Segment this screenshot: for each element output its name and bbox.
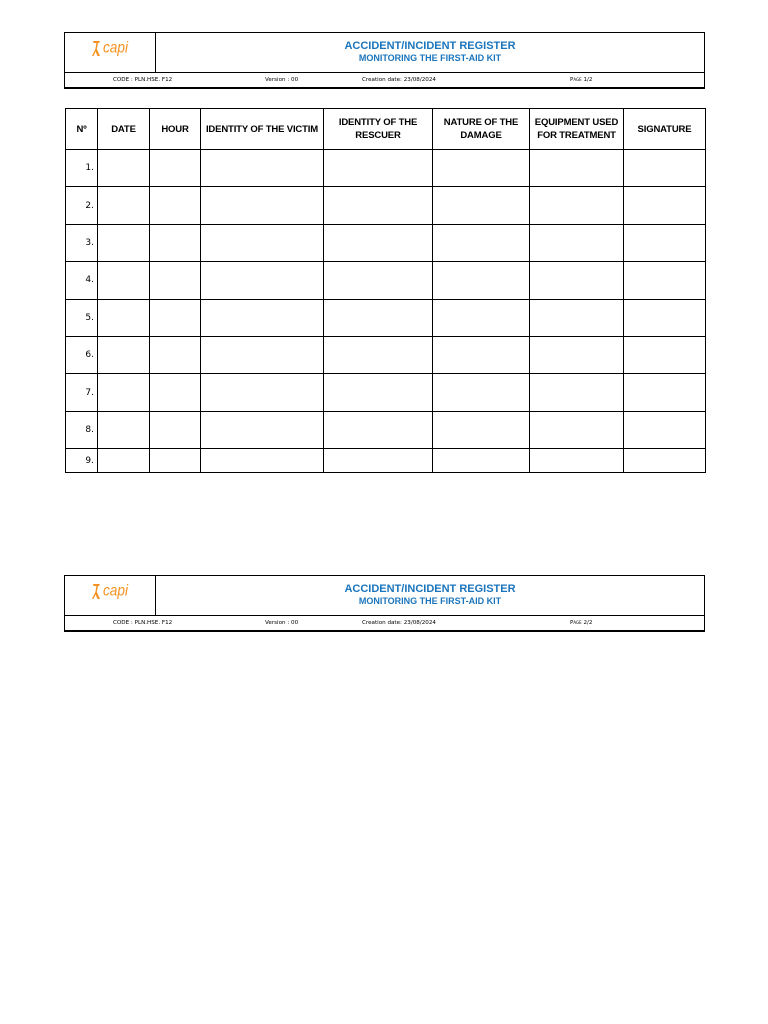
table-row <box>66 150 706 187</box>
hour-cell <box>150 411 201 448</box>
rescuer-cell <box>324 262 433 299</box>
capi-logo-mark-icon <box>92 41 100 56</box>
rescuer-cell <box>324 299 433 336</box>
table-row <box>66 449 706 473</box>
victim-cell <box>201 224 324 261</box>
table-row <box>66 374 706 411</box>
victim-cell <box>201 299 324 336</box>
rescuer-cell <box>324 449 433 473</box>
signature-cell <box>624 336 706 373</box>
victim-cell <box>201 411 324 448</box>
col-header-equipment: EQUIPMENT USED FOR TREATMENT <box>530 109 624 150</box>
equipment-cell <box>530 374 624 411</box>
row-number-cell: 9. <box>66 449 98 473</box>
rescuer-cell <box>324 224 433 261</box>
equipment-cell <box>530 187 624 224</box>
capi-logo <box>92 583 132 603</box>
equipment-cell <box>530 262 624 299</box>
signature-cell <box>624 449 706 473</box>
rescuer-cell <box>324 336 433 373</box>
hour-cell <box>150 336 201 373</box>
victim-cell <box>201 449 324 473</box>
row-number-cell: 1. <box>66 150 98 187</box>
date-cell <box>98 262 150 299</box>
document-header-page-2 <box>64 575 705 632</box>
equipment-cell <box>530 449 624 473</box>
signature-cell <box>624 187 706 224</box>
damage-cell <box>433 374 530 411</box>
damage-cell <box>433 411 530 448</box>
damage-cell <box>433 187 530 224</box>
document-subtitle: MONITORING THE FIRST-AID KIT <box>358 596 502 606</box>
victim-cell <box>201 336 324 373</box>
victim-cell <box>201 187 324 224</box>
accident-register-table <box>65 108 706 473</box>
table-row <box>66 224 706 261</box>
damage-cell <box>433 224 530 261</box>
date-cell <box>98 299 150 336</box>
col-header-hour: HOUR <box>150 109 201 150</box>
row-number-cell: 3. <box>66 224 98 261</box>
document-title: ACCIDENT/INCIDENT REGISTER <box>344 583 516 595</box>
document-title: ACCIDENT/INCIDENT REGISTER <box>344 40 516 52</box>
title-cell <box>156 33 704 72</box>
row-number-cell: 7. <box>66 374 98 411</box>
date-cell <box>98 150 150 187</box>
capi-logo <box>92 40 132 60</box>
title-cell <box>156 576 704 615</box>
logo-cell <box>65 33 156 72</box>
equipment-cell <box>530 336 624 373</box>
document-header-page-1 <box>64 32 705 89</box>
document-version: Version : 00 <box>265 620 299 626</box>
signature-cell <box>624 374 706 411</box>
table-row <box>66 299 706 336</box>
document-info-row <box>65 72 704 87</box>
rescuer-cell <box>324 150 433 187</box>
table-row <box>66 411 706 448</box>
damage-cell <box>433 262 530 299</box>
document-info-row <box>65 615 704 630</box>
table-row <box>66 262 706 299</box>
capi-logo-mark-icon <box>92 584 100 599</box>
damage-cell <box>433 299 530 336</box>
col-header-date: DATE <box>98 109 150 150</box>
hour-cell <box>150 449 201 473</box>
date-cell <box>98 224 150 261</box>
victim-cell <box>201 374 324 411</box>
date-cell <box>98 411 150 448</box>
hour-cell <box>150 262 201 299</box>
equipment-cell <box>530 299 624 336</box>
signature-cell <box>624 411 706 448</box>
date-cell <box>98 374 150 411</box>
signature-cell <box>624 224 706 261</box>
hour-cell <box>150 150 201 187</box>
victim-cell <box>201 262 324 299</box>
col-header-signature: SIGNATURE <box>624 109 706 150</box>
table-row <box>66 336 706 373</box>
rescuer-cell <box>324 187 433 224</box>
equipment-cell <box>530 224 624 261</box>
row-number-cell: 5. <box>66 299 98 336</box>
hour-cell <box>150 374 201 411</box>
logo-text: capi <box>103 40 129 57</box>
hour-cell <box>150 187 201 224</box>
document-code: CODE : PLN.HSE. F12 <box>113 77 173 83</box>
damage-cell <box>433 150 530 187</box>
col-header-victim: IDENTITY OF THE VICTIM <box>201 109 324 150</box>
document-version: Version : 00 <box>265 77 299 83</box>
logo-text: capi <box>103 583 129 600</box>
date-cell <box>98 449 150 473</box>
signature-cell <box>624 150 706 187</box>
col-header-rescuer: IDENTITY OF THE RESCUER <box>324 109 433 150</box>
damage-cell <box>433 336 530 373</box>
victim-cell <box>201 150 324 187</box>
document-code: CODE : PLN.HSE. F12 <box>113 620 173 626</box>
page-number: Page 2/2 <box>570 620 593 626</box>
col-header-damage: NATURE OF THE DAMAGE <box>433 109 530 150</box>
hour-cell <box>150 299 201 336</box>
hour-cell <box>150 224 201 261</box>
signature-cell <box>624 262 706 299</box>
document-subtitle: MONITORING THE FIRST-AID KIT <box>358 53 502 63</box>
damage-cell <box>433 449 530 473</box>
table-body <box>66 150 706 473</box>
page-number: Page 1/2 <box>570 77 593 83</box>
row-number-cell: 4. <box>66 262 98 299</box>
equipment-cell <box>530 411 624 448</box>
date-cell <box>98 336 150 373</box>
creation-date: Creation date: 23/08/2024 <box>362 620 436 626</box>
table-header-row <box>66 109 706 150</box>
row-number-cell: 2. <box>66 187 98 224</box>
equipment-cell <box>530 150 624 187</box>
signature-cell <box>624 299 706 336</box>
rescuer-cell <box>324 374 433 411</box>
table-row <box>66 187 706 224</box>
date-cell <box>98 187 150 224</box>
creation-date: Creation date: 23/08/2024 <box>362 77 436 83</box>
col-header-number: Nº <box>66 109 98 150</box>
rescuer-cell <box>324 411 433 448</box>
row-number-cell: 6. <box>66 336 98 373</box>
logo-cell <box>65 576 156 615</box>
row-number-cell: 8. <box>66 411 98 448</box>
